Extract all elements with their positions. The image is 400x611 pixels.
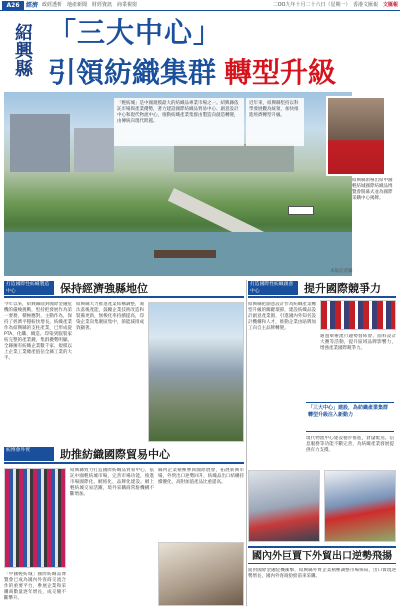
- ceremony-caption: 紹興縣領導出席中國輕紡城國際紡織品博覽會開幕式並為國際采購中心揭牌。: [352, 178, 393, 201]
- section-bar-left: [4, 280, 244, 298]
- sidebar-title: 國內外巨賈下外貿出口逆勢飛揚: [248, 546, 396, 564]
- article-column: 現代物流中心建設穩步推進，倉儲配送、信息服務等功能不斷完善，為紡織產業發展提供有力支撐。: [306, 436, 394, 453]
- trade-fair-photo: [324, 470, 396, 542]
- section-bar-right: [248, 280, 396, 298]
- hero-bus: [288, 206, 314, 215]
- column-rule: [246, 280, 247, 606]
- section-nav[interactable]: 政經透析 地產新聞 財經資訊 商業視窗: [42, 2, 138, 8]
- hero-building: [74, 128, 114, 172]
- headline-line1: 「三大中心」: [48, 16, 223, 49]
- city-aerial-photo: [148, 302, 244, 442]
- article-column: 縣內企業積極參與國際展會，拓展新興市場，外貿出口逆勢回升，紡織品出口結構持續優化，高附加值產品比重提高。: [158, 468, 244, 485]
- headline-line2: [48, 56, 336, 90]
- section-title: 保持經濟強縣地位: [60, 282, 148, 295]
- visitors-photo: [248, 470, 320, 542]
- page-header: [0, 0, 400, 11]
- article-column: 今年以來，紹興縣面對國際金融危機的嚴峻挑戰，堅持把發展作為第一要務，積極應對、主動作為，保持了經濟平穩較快增長。紡織產業作為紹興縣的支柱產業，已形成從PTA、化纖、織造、印染到服裝家紡完整的產業鏈，集群優勢明顯。全縣擁有紡織企業數千家，規模以上企業工業總產值佔全縣工業的大半。: [4, 302, 72, 361]
- newspaper-brand: 文匯報: [382, 2, 398, 8]
- article-column: 紹興縣致力打造國際紡織品貿易中心，依託中國輕紡城市場，完善市場功能，推進市場國際化、網絡化、品牌化建設。網上輕紡城交易活躍，境外采購商常駐機構不斷增加。: [70, 468, 154, 497]
- issue-date: 二OO九年十月二十六日（星期一） 香港文匯報: [272, 2, 378, 8]
- vertical-headline-text: 紹興縣: [12, 23, 33, 77]
- vertical-headline: [4, 14, 40, 88]
- section-tag: 打造國際性紡織創意中心: [248, 281, 298, 295]
- ceremony-photo: [326, 96, 386, 176]
- fabric-samples-photo: [4, 468, 66, 568]
- hero-boat: [154, 250, 216, 258]
- hero-skyline: [174, 144, 294, 172]
- article-column: 紹興縣大力推進產業結構調整，淘汰落後產能，鼓勵企業技術改造和裝備更新，無梭化率持續提高，印染企業向集聚區集中，節能減排成效顯著。: [76, 302, 144, 331]
- photo-credit: 本報記者攝: [330, 269, 353, 274]
- headline-line2-b: 轉型升級: [224, 56, 337, 89]
- section-title: 提升國際競爭力: [304, 282, 381, 295]
- page-number: A26: [2, 1, 24, 10]
- section-title: 助推紡織國際貿易中心: [60, 448, 170, 461]
- exhibition-photo: [320, 300, 396, 330]
- headline-line2-a: 引領紡織集群: [48, 56, 217, 89]
- sidebar-text: 面對國際金融危機衝擊，紹興縣外貿企業積極調整市場佈局，出口實現逆勢增長，國內外客商紛紛前來采購。: [248, 568, 396, 579]
- section-tag: 紡博會外貿: [4, 447, 54, 461]
- article-column: 通過舉辦流行趨勢發佈會、面料設計大賽等活動，提升區域品牌影響力，增強產業國際競爭力。: [320, 334, 396, 351]
- article-column: 紹興縣把創意設計作為紡織產業轉型升級的關鍵環節，建設紡織品設計創意產業園，引進國內外知名設計機構和人才，推動企業由貼牌加工向自主品牌轉變。: [248, 302, 316, 331]
- hero-photo: [4, 92, 352, 276]
- section-name: 經濟: [26, 2, 39, 9]
- showroom-photo: [158, 542, 244, 606]
- section-tag: 打造國際性紡織製造中心: [4, 281, 54, 295]
- hero-tower: [10, 114, 70, 172]
- intro-text: 「輕紡城」是中國規模最大的紡織品專業市場之一。紹興縣依託市場與產業優勢，著力建設國際紡織品貿易中心、創意設計中心和現代物流中心，推動紡織產業集群由製造向創造轉變，由傳統向現代跨越。: [114, 98, 244, 146]
- article-column: 「中國輕紡城」國際紡織品博覽會已成為國內外客商交流合作的重要平台，參展企業和采購商數量逐年增長，成交額不斷攀升。: [4, 572, 66, 601]
- intro-text-2: 近年來，紹興縣堅持以科學發展觀為統領，加快推進經濟轉型升級。: [246, 98, 304, 146]
- pull-quote: 「三大中心」建設，為紡織產業集群轉型升級注入新動力: [306, 402, 394, 432]
- section-bar-bottom: [4, 446, 244, 464]
